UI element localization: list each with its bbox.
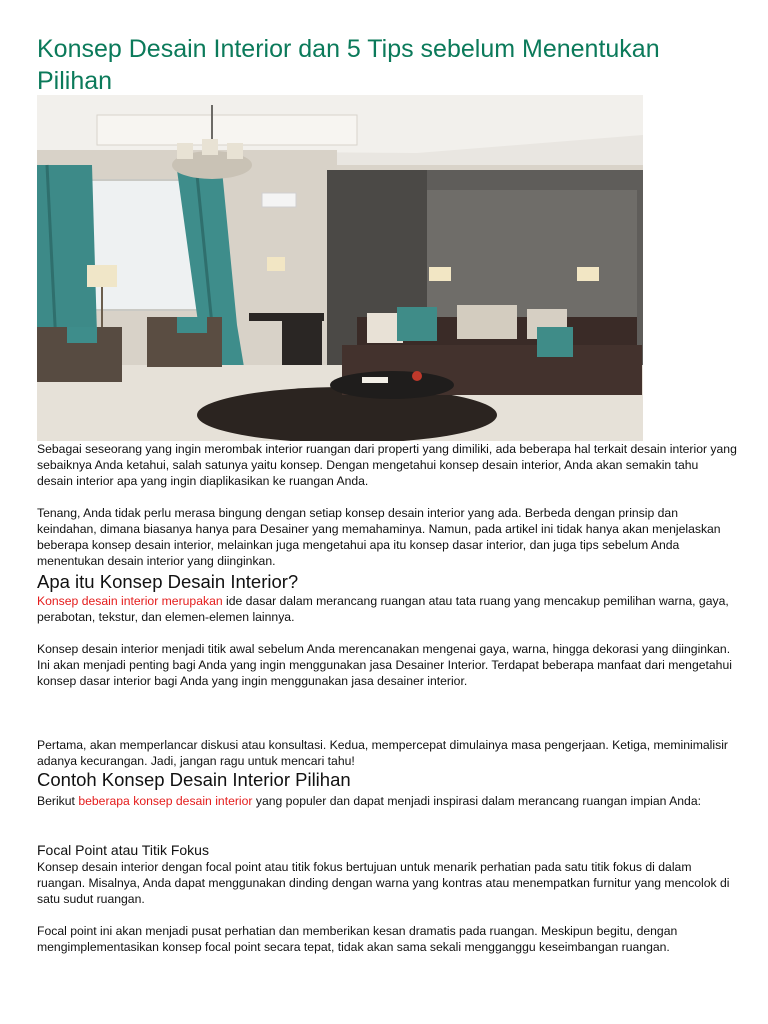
article-title: Konsep Desain Interior dan 5 Tips sebelum Menentukan Pilihan (37, 35, 660, 95)
section-heading-what-is: Apa itu Konsep Desain Interior? (37, 571, 299, 592)
konsep-desain-link[interactable]: Konsep desain interior merupakan (37, 594, 223, 608)
section2-paragraph-1 (37, 793, 737, 809)
section2-paragraph-1-before: Berikut (37, 794, 79, 808)
intro-paragraph-2: Tenang, Anda tidak perlu merasa bingung dengan setiap konsep desain interior yang ada. Berbeda dengan prinsip dan keindahan, dimana biasanya hanya para Desainer yang memahaminya. Namun, pada artikel ini tidak hanya akan menjelaskan beberapa konsep desain interior, melainkan juga mengetahui apa itu konsep dasar interior, dan juga tips sebelum Anda menentukan desain interior yang diinginkan. (37, 506, 721, 568)
section1-paragraph-2: Konsep desain interior menjadi titik awal sebelum Anda merencanakan mengenai gaya, warna, hingga dekorasi yang diinginkan. Ini akan menjadi penting bagi Anda yang ingin menggunakan jasa Desainer Interior. Terdapat beberapa manfaat dari mengetahui konsep dasar interior bagi Anda yang ingin menggunakan jasa desainer interior. (37, 642, 732, 688)
section2-paragraph-1-after: yang populer dan dapat menjadi inspirasi dalam merancang ruangan impian Anda: (252, 794, 701, 808)
focal-point-paragraph-2: Focal point ini akan menjadi pusat perhatian dan memberikan kesan dramatis pada ruangan. Meskipun begitu, dengan mengimplementasikan konsep focal point secara tepat, tidak akan sama sekali mengganggu keseimbangan ruangan. (37, 924, 678, 954)
intro-paragraph-1: Sebagai seseorang yang ingin merombak interior ruangan dari properti yang dimiliki, ada beberapa hal terkait desain interior yang sebaiknya Anda ketahui, salah satunya yaitu konsep. Dengan mengetahui konsep desain interior, Anda akan semakin tahu desain interior apa yang ingin diaplikasikan ke ruangan Anda. (37, 442, 737, 488)
section-heading-examples: Contoh Konsep Desain Interior Pilihan (37, 769, 351, 790)
hero-image (37, 95, 643, 441)
subheading-focal-point: Focal Point atau Titik Fokus (37, 842, 209, 858)
beberapa-konsep-link[interactable]: beberapa konsep desain interior (78, 794, 253, 808)
section1-paragraph-1-text: ide dasar dalam merancang ruangan atau tata ruang yang mencakup pemilihan warna, gaya, perabotan, tekstur, dan elemen-elemen lainnya. (37, 594, 729, 624)
section1-paragraph-3: Pertama, akan memperlancar diskusi atau konsultasi. Kedua, mempercepat dimulainya masa pengerjaan. Ketiga, meminimalisir adanya kecurangan. Jadi, jangan ragu untuk mencari tahu! (37, 738, 728, 768)
section1-paragraph-1 (37, 593, 737, 625)
focal-point-paragraph-1: Konsep desain interior dengan focal point atau titik fokus bertujuan untuk menarik perhatian pada satu titik fokus di dalam ruangan. Misalnya, Anda dapat menggunakan dinding dengan warna yang kontras atau menempatkan furnitur yang mencolok di satu sudut ruangan. (37, 860, 730, 906)
